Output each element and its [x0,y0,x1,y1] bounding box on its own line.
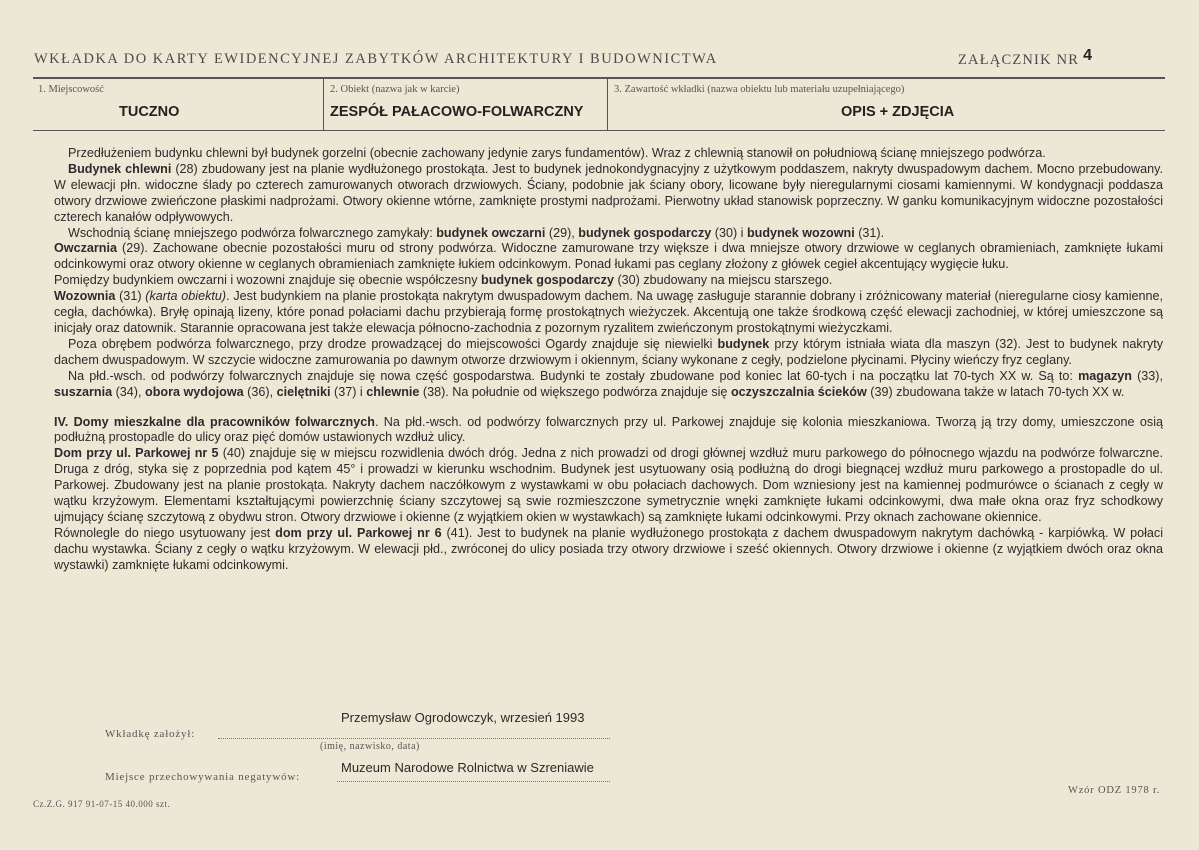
paragraph-5-text: (30) zbudowany na miejscu starszego. [613,273,833,288]
paragraph-7-bold: budynek [717,336,770,351]
paragraph-4 [54,241,1163,273]
paragraph-8-bold: obora wydojowa [145,384,244,399]
paragraph-6-text: . Jest budynkiem na planie prostokąta nakrytym dwuspadowym dachem. Na uwagę zasługuje starannie dobrany i zróżnicowany materiał (nieregularne ciosy kamienne, cegła, dachówka). Bryłę opinają lizeny, które ponad połaciami dachu przybierają formę prostokątnych wieżyczek. Akcentują one także środkową część elewacji zachodniej, w której umieszczone są inicjały oraz datownik. Starannie opracowana jest także elewacja północno-zachodnia z pozornym ryzalitem zwieńczonym prostokątnymi wieżyczkami. [54,289,1164,335]
storage-value: Muzeum Narodowe Rolnictwa w Szreniawie [341,760,594,775]
field-1-value: TUCZNO [119,104,180,120]
form-title: WKŁADKA DO KARTY EWIDENCYJNEJ ZABYTKÓW ARCHITEKTURY I BUDOWNICTWA [34,51,718,67]
paragraph-11-bold: dom przy ul. Parkowej nr 6 [275,525,442,540]
paragraph-8-text: (34), [112,384,146,399]
description-body [54,146,1163,574]
author-dotted-line [218,738,610,739]
paragraph-5-bold: budynek gospodarczy [481,273,614,288]
paragraph-6-text: (31) [115,289,146,304]
storage-dotted-line [337,781,610,782]
paragraph-7-text: Poza obrębem podwórza folwarcznego, przy drodze prowadzącej do miejscowości Ogardy znajduje się niewielki [68,336,718,351]
attachment-label-text: ZAŁĄCZNIK NR [958,52,1080,68]
paragraph-2-bold: Budynek chlewni [68,161,172,176]
paragraph-6-bold: Wozownia [54,289,116,304]
form-code: Wzór ODZ 1978 r. [1068,785,1161,796]
paragraph-8-text: Na płd.-wsch. od podwórzy folwarcznych znajduje się nowa część gospodarstwa. Budynki te zostały zbudowane pod koniec lat 60-tych i na początku lat 70-tych XX w. Są to: [68,368,1079,383]
paragraph-8-bold: oczyszczalnia ścieków [730,384,867,399]
paragraph-3-text: (31). [854,225,885,240]
paragraph-8-text: (33), [1131,368,1163,383]
grid-bottom-line [33,130,1165,131]
paragraph-2-text: (28) zbudowany jest na planie wydłużonego prostokąta. Jest to budynek jednokondygnacyjny z użytkowym poddaszem, nakryty dwuspadowym dachem. Mocno przebudowany. W elewacji płn. widoczne ślady po czterech zamurowanych otworach drzwiowych. Ściany, podobnie jak ściany obory, licowane były nieregularnymi ciosami kamiennymi. W kondygnacji poddasza otwory drzwiowe zwieńczone płaskimi nadprożami. Otwory okienne wtórne, zamknięte prostymi nadprożami. Pierwotny układ stanowisk poprzeczny. W ganku komunikacyjnym widoczne pozostałości czterech kanałów odpływowych. [54,161,1164,224]
field-2-label: 2. Obiekt (nazwa jak w karcie) [330,84,460,95]
paragraph-11-text: (41). Jest to budynek na planie wydłużonego prostokąta z dachem dwuspadowym nakrytym dachówką - karpiówką. W połaci dachu wystawka. Ściany z cegły o wątku krzyżowym. W elewacji płd., zwróconej do ulicy posiada trzy otwory drzwiowe i sześć okiennych. Otwory drzwiowe i okienne (z wyjątkiem dwóch oraz okna wystawki) zamknięte łukami odcinkowymi. [54,525,1163,572]
paragraph-10-text: (40) znajduje się w miejscu rozwidlenia dwóch dróg. Jedna z nich prowadzi od drogi głównej wzdłuż muru parkowego do północnego wjazdu na podwórze folwarczne. Druga z dróg, styka się z poprzednia pod kątem 45° i prowadzi w kierunku wschodnim. Budynek jest usytuowany osią podłużną do drogi biegnącej wzdłuż muru parkowego a prostopadle do ul. Parkowej. Zbudowany jest na planie prostokąta. Nakryty dachem naczółkowym z wystawkami w obu połaciach dachowych. Dom wzniesiony jest na kamiennej podmurówce o ścianach z cegły w wątku krzyżowym. Elementami kształtującymi powierzchnię ściany szczytowej są swie rozmieszczone symetrycznie wnęki zamknięte łukami odcinkowymi, dwa małe okna oraz fryz schodkowy ujmujący ścianę szczytową z obydwu stron. Otwory drzwiowe i okienne (z wyjątkiem okien w wystawkach) są zamknięte łukami odcinkowymi. Przy oknach zachowane okiennice. [54,446,1163,524]
paragraph-1-text: Przedłużeniem budynku chlewni był budynek gorzelni (obecnie zachowany jedynie zarys fundamentów). Wraz z chlewnią stanowił on południową ścianę mniejszego podwórza. [68,146,1046,160]
paragraph-9 [54,415,1163,447]
paragraph-11 [54,526,1163,574]
paragraph-3-text: (30) i [711,225,747,240]
paragraph-8-bold: chlewnie [366,384,420,399]
paragraph-8-text: (39) zbudowana także w latach 70-tych XX w. [866,384,1125,399]
paragraph-11-text: Równolegle do niego usytuowany jest [54,525,276,540]
paragraph-3-text: (29), [545,225,579,240]
author-value: Przemysław Ogrodowczyk, wrzesień 1993 [341,710,585,725]
paragraph-5-text: Pomiędzy budynkiem owczarni i wozowni znajduje się obecnie współczesny [54,273,481,288]
author-label: Wkładkę założył: [105,728,196,740]
paragraph-1 [54,146,1163,162]
paragraph-7-text: przy którym istniała wiata dla maszyn (32). Jest to budynek nakryty dachem dwuspadowym. W szczycie widoczne zamurowania po dawnym otworze drzwiowym i okiennym, ściany wykonane z cegły, podzielone płycinami. Płyciny wieńczy fryz ceglany. [54,336,1163,367]
paragraph-7 [54,337,1163,369]
paragraph-2 [54,162,1163,226]
field-1-label: 1. Miejscowość [38,84,104,95]
print-code: Cz.Z.G. 917 91-07-15 40.000 szt. [33,799,171,809]
paragraph-3-text: Wschodnią ścianę mniejszego podwórza folwarcznego zamykały: [68,225,437,240]
attachment-number: 4 [1083,47,1094,64]
paragraph-10 [54,446,1163,526]
paragraph-4-bold: Owczarnia [54,241,117,256]
paragraph-8-bold: cielętniki [276,384,331,399]
field-3-value: OPIS + ZDJĘCIA [841,104,955,120]
author-hint: (imię, nazwisko, data) [320,741,420,752]
paragraph-8-text: (36), [243,384,277,399]
paragraph-3 [54,226,1163,242]
field-2-value: ZESPÓŁ PAŁACOWO-FOLWARCZNY [330,104,584,120]
field-3-label: 3. Zawartość wkładki (nazwa obiektu lub materiału uzupełniającego) [614,84,905,95]
paragraph-8-bold: suszarnia [54,384,113,399]
storage-label: Miejsce przechowywania negatywów: [105,771,301,783]
paragraph-6 [54,289,1163,337]
paragraph-9-text: . Na płd.-wsch. od podwórzy folwarcznych przy ul. Parkowej znajduje się kolonia mieszkaniowa. Tworzą ją trzy domy, umieszczone osią podłużną prostopadle do ulicy oraz pięć domów ustawionych wzdłuż ulicy. [54,414,1163,445]
paragraph-6-italic: (karta obiektu) [145,289,227,304]
section-gap [54,401,1163,415]
paragraph-10-bold: Dom przy ul. Parkowej nr 5 [54,446,219,461]
paragraph-5 [54,273,1163,289]
grid-divider-1 [323,78,324,130]
paragraph-3-bold: budynek owczarni [436,225,546,240]
paragraph-8-bold: magazyn [1078,368,1132,383]
grid-top-line [33,77,1165,79]
paragraph-8-text: (38). Na południe od większego podwórza znajduje się [419,384,731,399]
paragraph-3-bold: budynek wozowni [746,225,855,240]
paragraph-3-bold: budynek gospodarczy [578,225,712,240]
section-heading: IV. Domy mieszkalne dla pracowników folwarcznych [54,414,375,429]
attachment-label [958,47,1094,69]
grid-divider-2 [607,78,608,130]
paragraph-8 [54,369,1163,401]
paragraph-8-text: (37) i [330,384,367,399]
paragraph-4-text: (29). Zachowane obecnie pozostałości muru od strony podwórza. Widoczne zamurowane trzy większe i dwa mniejsze otwory drzwiowe w ceglanych obramieniach, zamknięte łukami odcinkowymi oraz otwory okienne w ceglanych obramieniach zamknięte łukiem odcinkowym. Ponad łukami pas ceglany złożony z główek cegieł akcentujący wygięcie łuku. [54,241,1163,272]
